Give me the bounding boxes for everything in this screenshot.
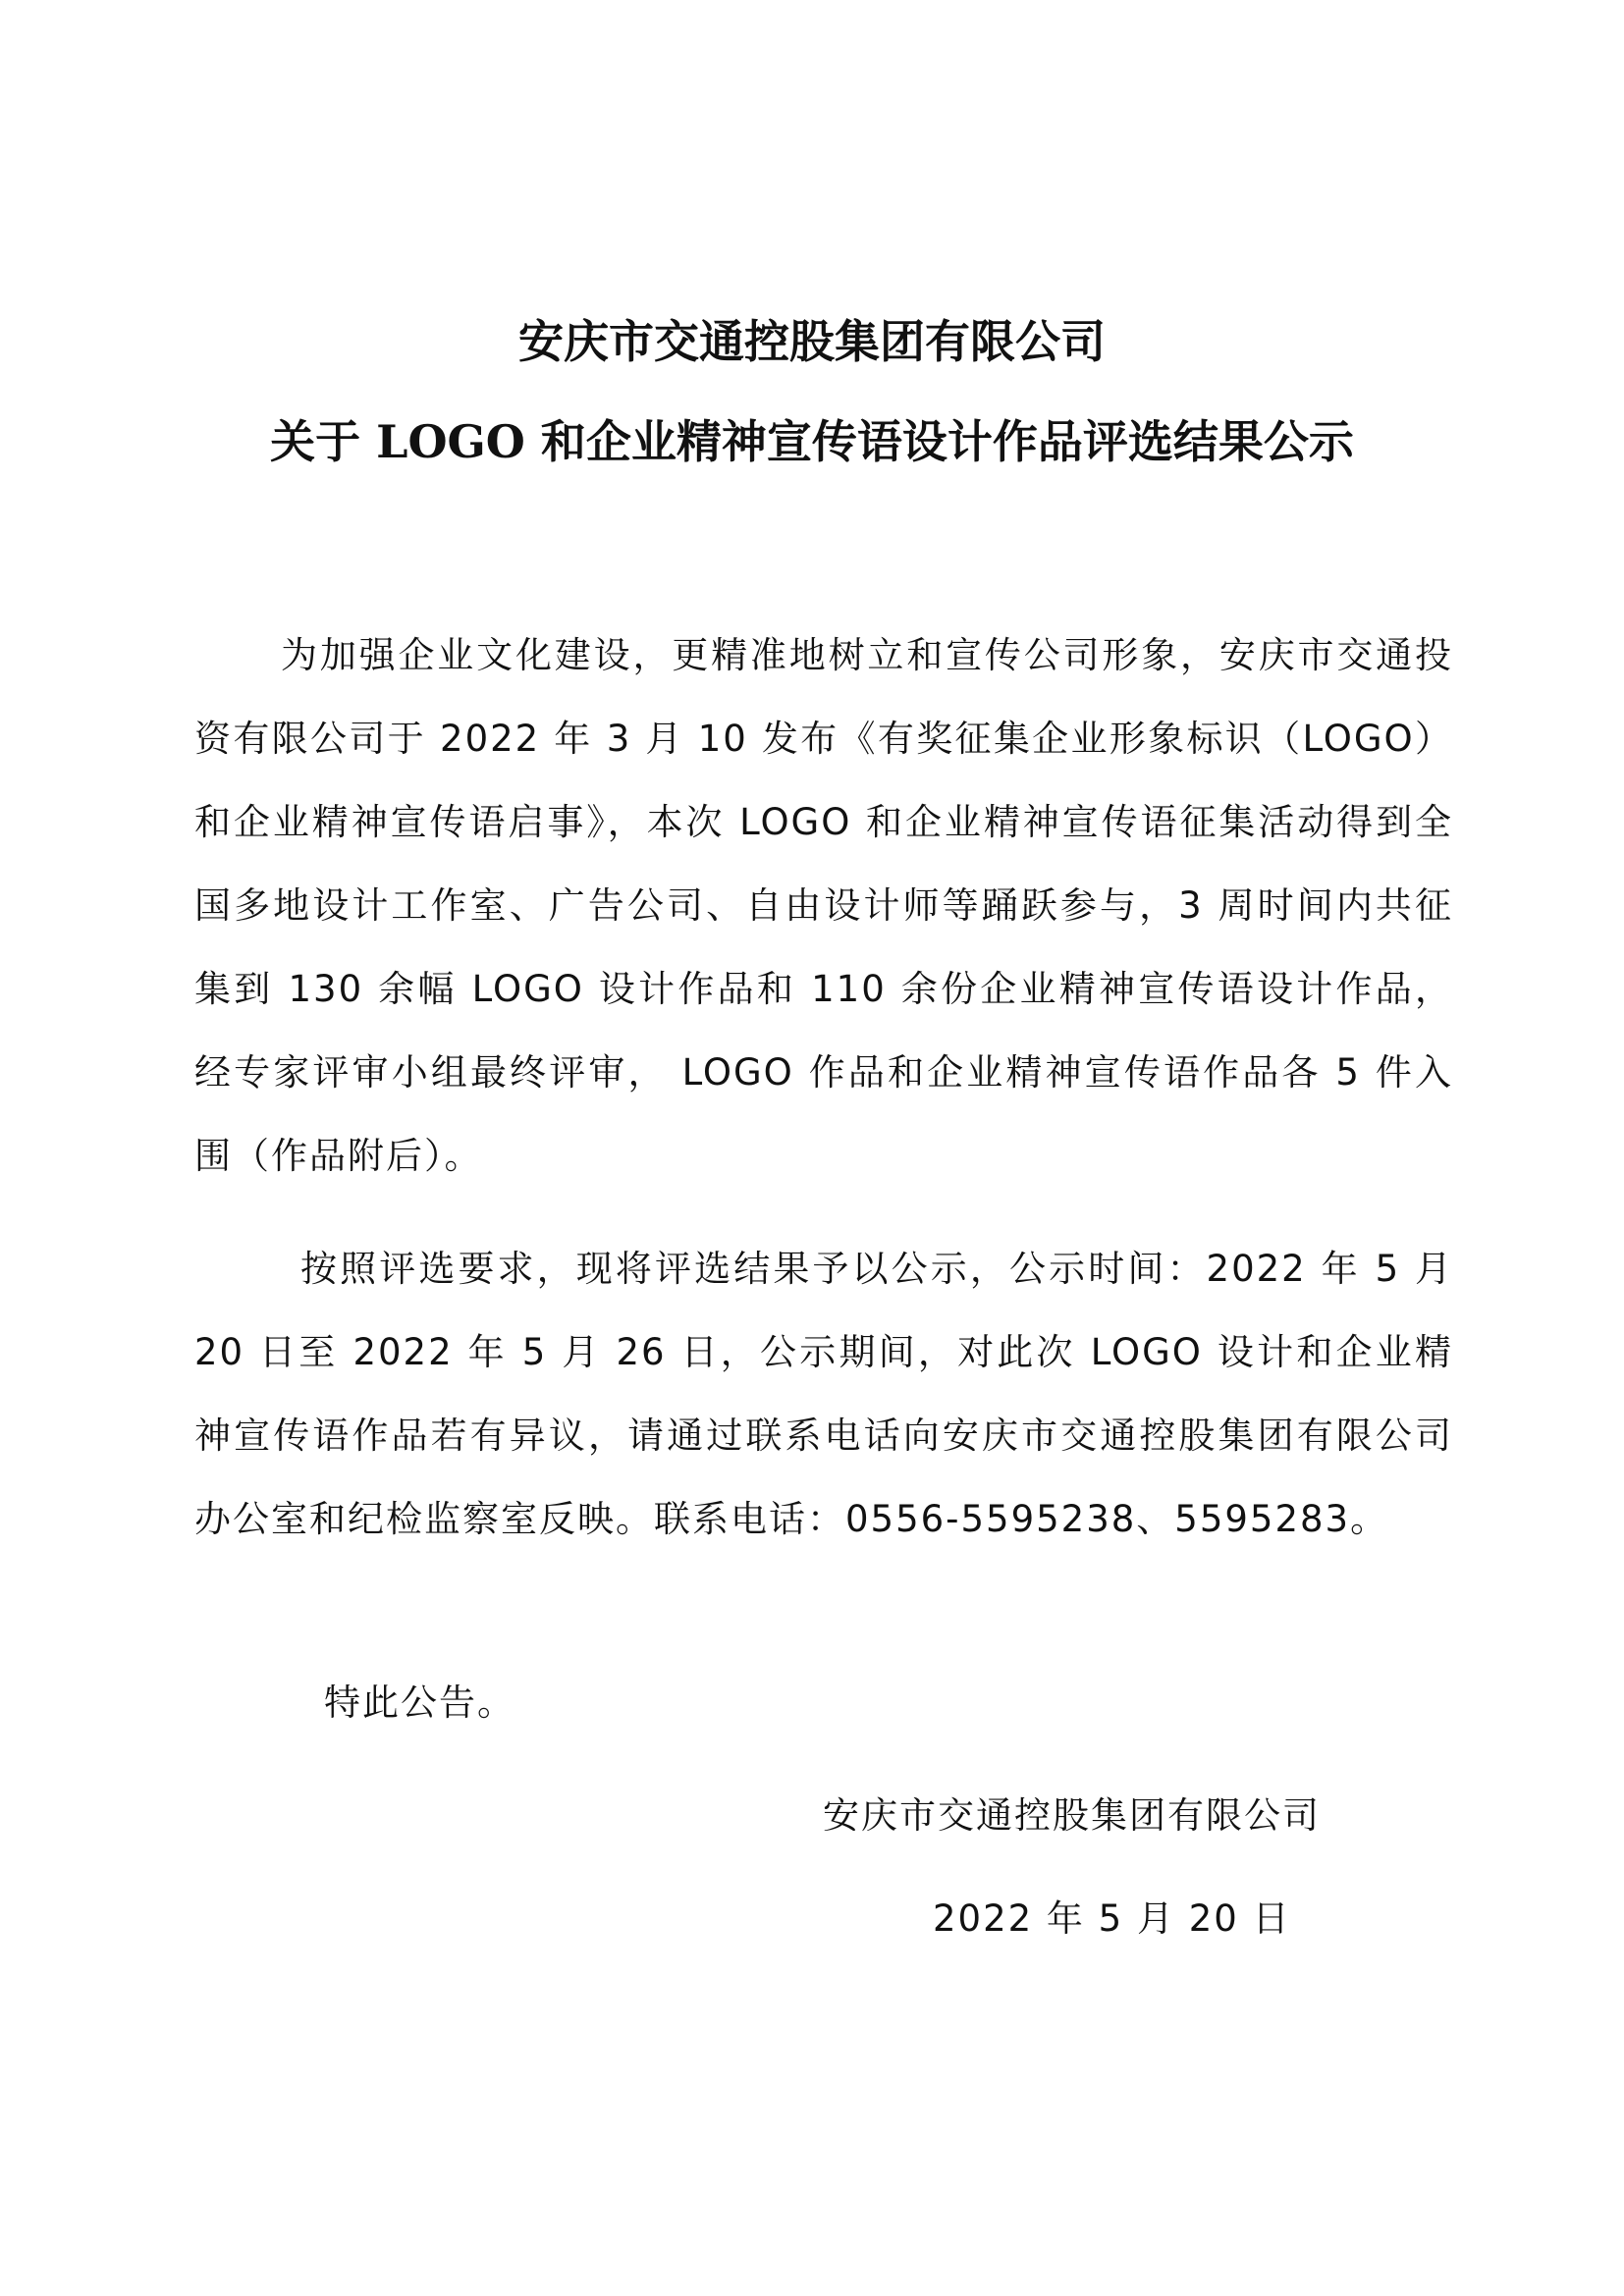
body-paragraph-publicity: 按照评选要求，现将评选结果予以公示，公示时间：2022 年 5 月 20 日至 2022 年 5 月 26 日，公示期间，对此次 LOGO 设计和企业精神宣传语作品若有异议，请通过联系电话向安庆市交通控股集团有限公司办公室和纪检监察室反映。联系电话：0556-5595238、5595283。 (194, 1248, 1453, 1540)
body-paragraph-closing: 特此公告。 (324, 1682, 515, 1724)
document-title-company: 安庆市交通控股集团有限公司 (518, 315, 1106, 368)
document-title-subject: 关于 LOGO 和企业精神宣传语设计作品评选结果公示 (270, 415, 1354, 468)
signature-company: 安庆市交通控股集团有限公司 (823, 1794, 1321, 1837)
signature-date: 2022 年 5 月 20 日 (933, 1897, 1291, 1940)
body-paragraph-background: 为加强企业文化建设，更精准地树立和宣传公司形象，安庆市交通投资有限公司于 2022 年 3 月 10 发布《有奖征集企业形象标识（LOGO）和企业精神宣传语启事》，本次 LOGO 和企业精神宣传语征集活动得到全国多地设计工作室、广告公司、自由设计师等踊跃参与，3 周时间内共征集到 130 余幅 LOGO 设计作品和 110 余份企业精神宣传语设计作品，经专家评审小组最终评审， LOGO 作品和企业精神宣传语作品各 5 件入围（作品附后）。 (194, 634, 1453, 1177)
